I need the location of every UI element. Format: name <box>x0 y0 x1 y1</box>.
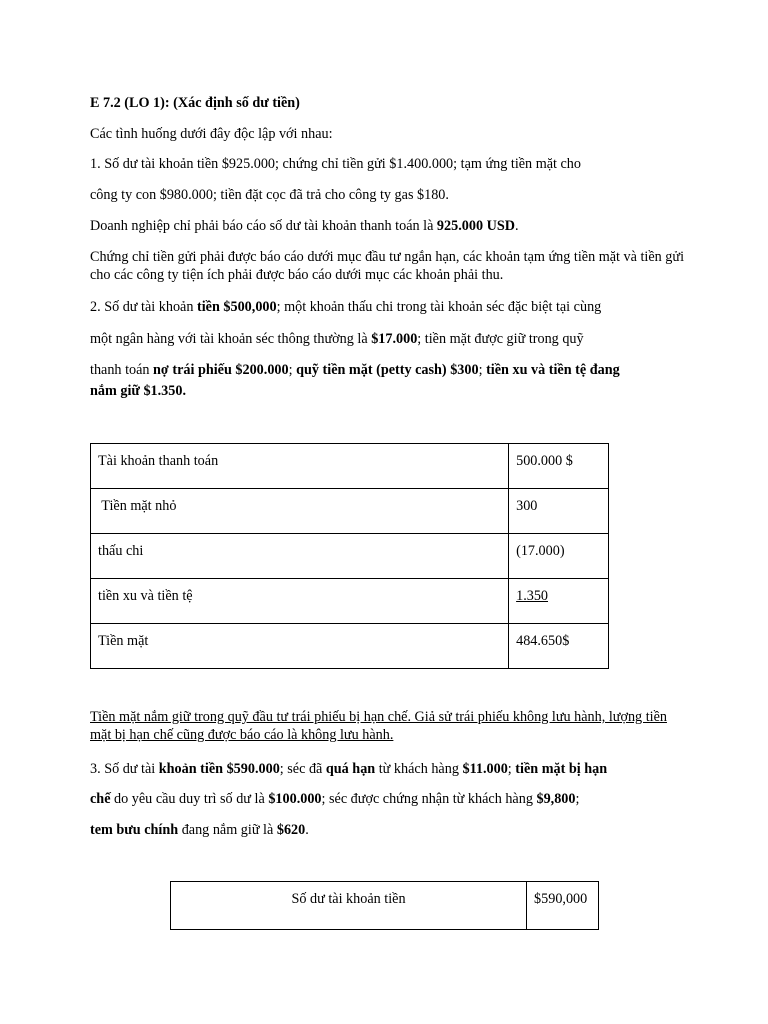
table-cell-value: $590,000 <box>527 882 599 930</box>
exercise-title: E 7.2 (LO 1): (Xác định số dư tiền) <box>90 95 300 111</box>
cash-table <box>90 443 609 669</box>
table-cell-label: Tiền mặt <box>91 624 509 669</box>
case2-line4: nắm giữ $1.350. <box>90 383 187 399</box>
case2-line1: 2. Số dư tài khoản tiền $500,000; một khoản thấu chi trong tài khoản séc đặc biệt tại cùng <box>90 299 602 315</box>
table-row <box>91 489 609 534</box>
case1-note: Chứng chỉ tiền gửi phải được báo cáo dưới mục đầu tư ngắn hạn, các khoản tạm ứng tiền mặt và tiền gửi cho các công ty tiện ích phải được báo cáo dưới mục các khoản phải thu. <box>90 249 685 283</box>
case3-line2: chế do yêu cầu duy trì số dư là $100.000; séc được chứng nhận từ khách hàng $9,800; <box>90 791 580 807</box>
table-cell-value: 500.000 $ <box>509 444 609 489</box>
table-cell-value: (17.000) <box>509 534 609 579</box>
table-row <box>171 882 599 930</box>
case3-line1: 3. Số dư tài khoản tiền $590.000; séc đã quá hạn từ khách hàng $11.000; tiền mặt bị hạn <box>90 761 608 777</box>
case2-line3: thanh toán nợ trái phiếu $200.000; quỹ tiền mặt (petty cash) $300; tiền xu và tiền tệ đang <box>90 362 620 378</box>
table-cell-label: Tiền mặt nhỏ <box>91 489 509 534</box>
case1-answer: Doanh nghiệp chỉ phải báo cáo số dư tài khoản thanh toán là 925.000 USD. <box>90 218 519 234</box>
table-cell-label: Tài khoản thanh toán <box>91 444 509 489</box>
table-cell-value: 484.650$ <box>509 624 609 669</box>
table-cell-value: 1.350 <box>509 579 609 624</box>
table-cell-label: Số dư tài khoản tiền <box>171 882 527 930</box>
table-cell-value: 300 <box>509 489 609 534</box>
table-row <box>91 534 609 579</box>
table-row <box>91 579 609 624</box>
case1-line1: 1. Số dư tài khoản tiền $925.000; chứng chỉ tiền gửi $1.400.000; tạm ứng tiền mặt cho <box>90 156 581 172</box>
table-cell-label: tiền xu và tiền tệ <box>91 579 509 624</box>
table-row <box>91 444 609 489</box>
case3-line3: tem bưu chính đang nắm giữ là $620. <box>90 822 309 838</box>
case2-line2: một ngân hàng với tài khoản séc thông thường là $17.000; tiền mặt được giữ trong quỹ <box>90 331 584 347</box>
intro-text: Các tình huống dưới đây độc lập với nhau: <box>90 126 333 142</box>
case1-line2: công ty con $980.000; tiền đặt cọc đã trả cho công ty gas $180. <box>90 187 449 203</box>
case2-note: Tiền mặt nắm giữ trong quỹ đầu tư trái phiếu bị hạn chế. Giả sử trái phiếu không lưu hành, lượng tiền mặt bị hạn chế cũng được báo cáo là không lưu hành. <box>90 709 667 743</box>
table-row <box>91 624 609 669</box>
table-cell-label: thấu chi <box>91 534 509 579</box>
cash-balance-table <box>170 881 599 930</box>
